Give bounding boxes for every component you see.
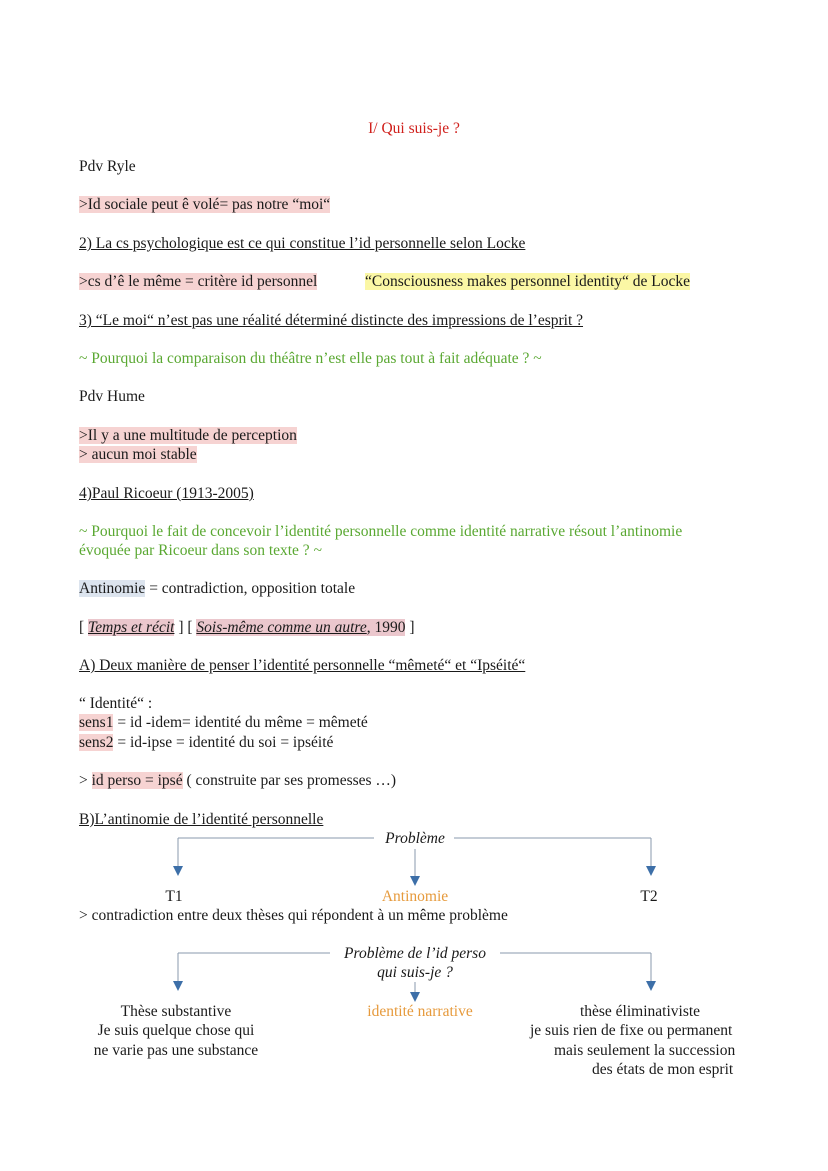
antinomie-def: = contradiction, opposition totale (145, 580, 356, 597)
ricoeur-heading: 4)Paul Ricoeur (1913-2005) (79, 485, 254, 502)
these-eliminativiste-line2: je suis rien de fixe ou permanent (530, 1022, 733, 1039)
locke-quote-text: “Consciousness makes personnel identity“ de Locke (365, 273, 690, 290)
partB-heading: B)L’antinomie de l’identité personnelle (79, 811, 324, 828)
diagram1-t1: T1 (165, 888, 183, 905)
partA-heading: A) Deux manière de penser l’identité personnelle “mêmeté“ et “Ipséité“ (79, 657, 526, 674)
theatre-question: ~ Pourquoi la comparaison du théâtre n’est elle pas tout à fait adéquate ? ~ (79, 350, 542, 367)
conclusion-highlight: id perso = ipsé (91, 772, 183, 789)
books-bracket-close: ] (405, 619, 415, 636)
diagram1-t2: T2 (640, 888, 658, 905)
sens2-term: sens2 (79, 734, 114, 751)
diagram1-antinomie: Antinomie (381, 888, 449, 905)
arrow-icon (646, 981, 656, 991)
section3-heading: 3) “Le moi“ n’est pas une réalité déterminé distincte des impressions de l’esprit ? (79, 312, 584, 329)
hume-point-1-text: >Il y a une multitude de perception (79, 427, 297, 444)
book-soi-meme-title: Sois-même comme un autre (196, 619, 367, 636)
arrow-icon (173, 866, 183, 876)
arrow-icon (410, 992, 420, 1002)
these-eliminativiste-line3: mais seulement la succession (554, 1042, 736, 1059)
arrow-icon (173, 981, 183, 991)
books-bracket-open: [ (79, 619, 89, 636)
these-substantive-line2: Je suis quelque chose qui (97, 1022, 255, 1039)
conclusion-prefix: > (79, 772, 92, 789)
diagram1-problem: Problème (385, 830, 445, 847)
diagram2-problem-line1: Problème de l’id perso (344, 945, 486, 962)
sens2-def: = id-ipse = identité du soi = ipséité (113, 734, 334, 751)
arrow-icon (410, 876, 420, 886)
hume-point-2-text: > aucun moi stable (79, 446, 197, 463)
these-substantive-line3: ne varie pas une substance (93, 1042, 259, 1059)
arrow-icon (646, 866, 656, 876)
hume-label: Pdv Hume (79, 388, 145, 405)
narrative-question-line1: ~ Pourquoi le fait de concevoir l’identité personnelle comme identité narrative résout l’antinomie (79, 523, 683, 540)
antinomie-term: Antinomie (79, 580, 146, 597)
sens1-term: sens1 (79, 714, 114, 731)
diagram1-caption: > contradiction entre deux thèses qui répondent à un même problème (79, 907, 508, 924)
book-temps-et-recit: Temps et récit (88, 619, 175, 636)
diagram2-problem-line2: qui suis-je ? (377, 964, 453, 981)
page-title: I/ Qui suis-je ? (368, 120, 460, 137)
ryle-label: Pdv Ryle (79, 158, 136, 175)
identite-label: “ Identité“ : (79, 695, 153, 712)
sens1-def: = id -idem= identité du même = mêmeté (113, 714, 368, 731)
conclusion-suffix: ( construite par ses promesses …) (182, 772, 397, 789)
these-eliminativiste-line4: des états de mon esprit (592, 1061, 734, 1078)
locke-heading: 2) La cs psychologique est ce qui constitue l’id personnelle selon Locke (79, 235, 526, 252)
ryle-point-text: >Id sociale peut ê volé= pas notre “moi“ (79, 196, 331, 213)
identite-narrative: identité narrative (367, 1003, 473, 1020)
books-bracket-mid: ] [ (174, 619, 197, 636)
these-substantive-line1: Thèse substantive (120, 1003, 232, 1020)
locke-point-text: >cs d’ê le même = critère id personnel (79, 273, 318, 290)
narrative-question-line2: évoquée par Ricoeur dans son texte ? ~ (79, 542, 322, 559)
book-soi-meme-year: , 1990 (366, 619, 406, 636)
these-eliminativiste-line1: thèse éliminativiste (579, 1003, 701, 1020)
